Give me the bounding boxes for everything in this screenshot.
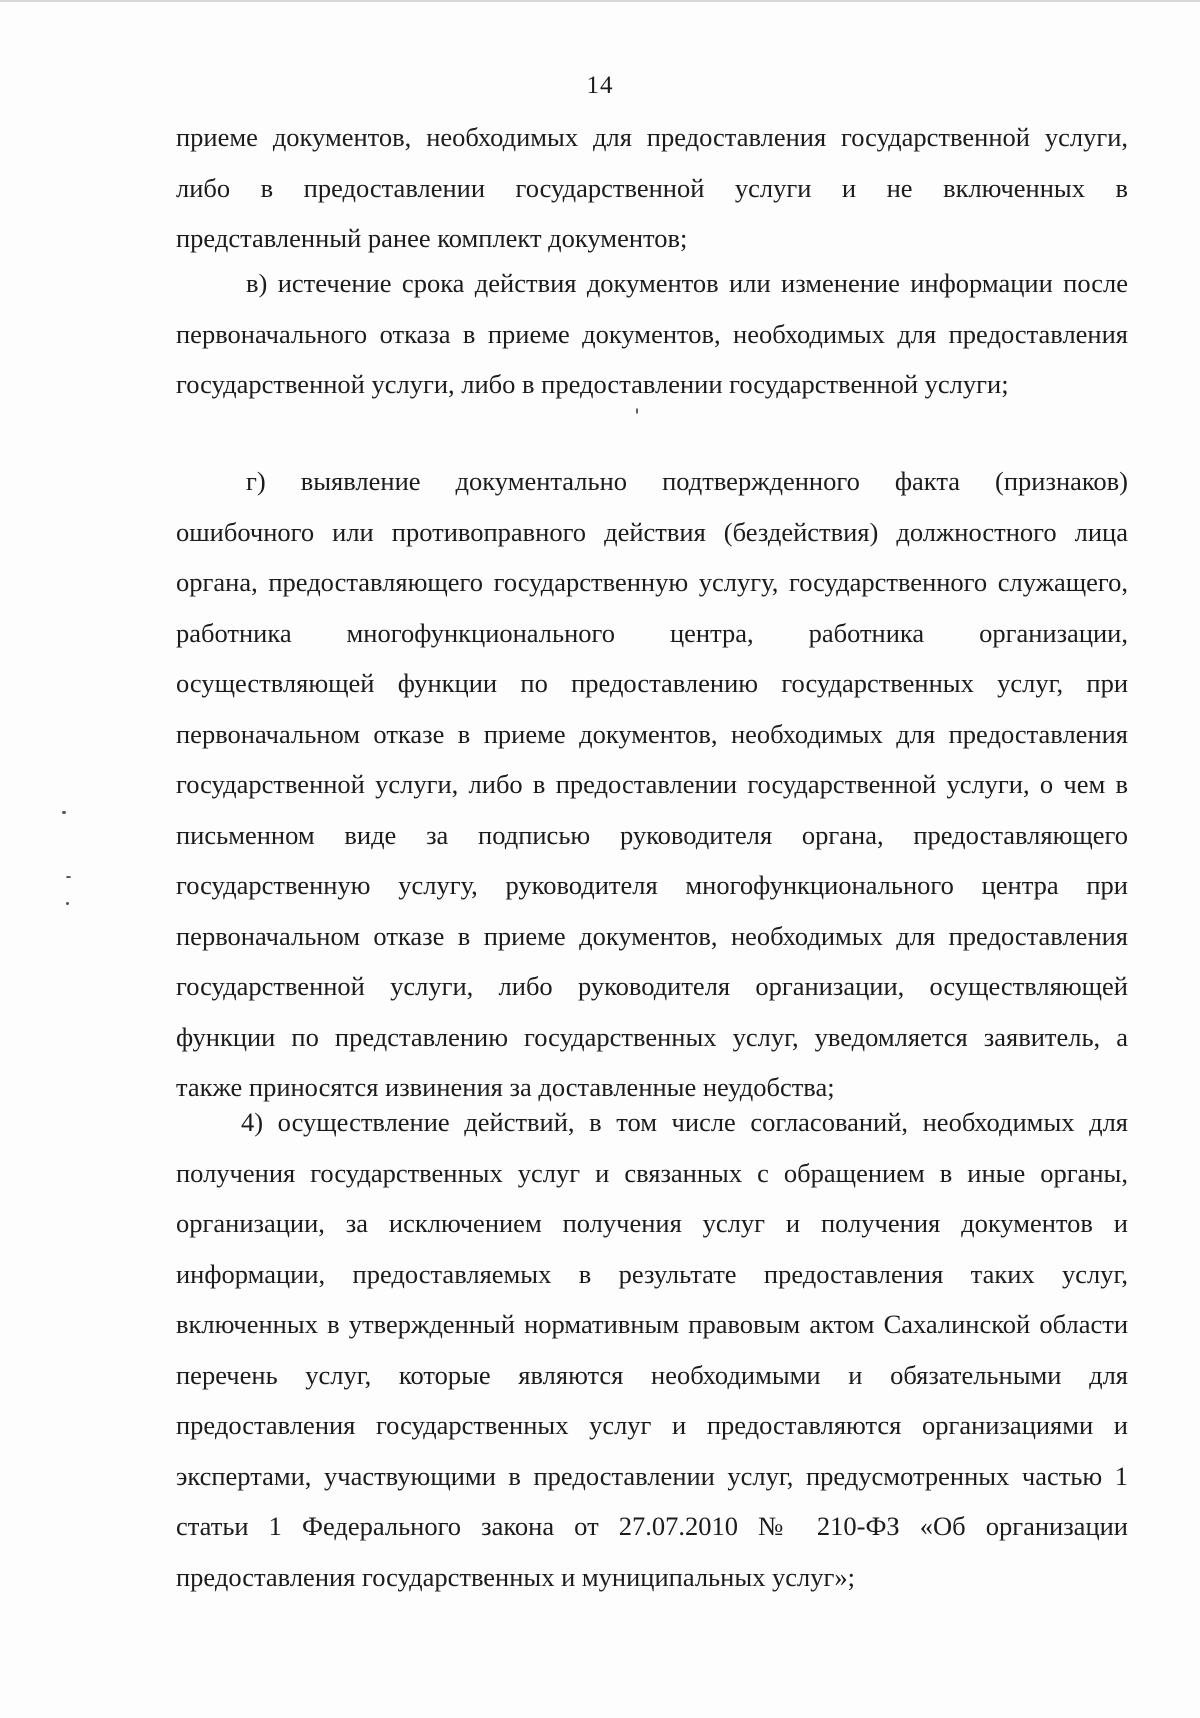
paragraph-item-v: в) истечение срока действия документов или изменение информации после первоначального отказа в приеме документов, необходимых для предоставления государственной услуги, либо в предоставлении государственной услуги; [176, 268, 1128, 399]
scan-speck [62, 811, 66, 814]
page-top-edge [0, 0, 1200, 2]
paragraph-item-4: 4) осуществление действий, в том числе согласований, необходимых для получения государственных услуг и связанных с обращением в иные органы, организации, за исключением получения услуг и получения документов и информации, предоставляемых в результате предоставления таких услуг, включенных в утвержденный нормативным правовым актом Сахалинской области перечень услуг, которые являются необходимыми и обязательными для предоставления государственных услуг и предоставляются организациями и экспертами, участвующими в предоставлении услуг, предусмотренных частью 1 статьи 1 Федерального закона от 27.07.2010 № 210-ФЗ «Об организации предоставления государственных и муниципальных услуг»; [176, 1107, 1128, 1592]
paragraph-item-g: г) выявление документально подтвержденного факта (признаков) ошибочного или противоправного действия (бездействия) должностного лица органа, предоставляющего государственную услугу, государственного служащего, работника многофункционального центра, работника организации, осуществляющей функции по предоставлению государственных услуг, при первоначальном отказе в приеме документов, необходимых для предоставления государственной услуги, либо в предоставлении государственной услуги, о чем в письменном виде за подписью руководителя органа, предоставляющего государственную услугу, руководителя многофункционального центра при первоначальном отказе в приеме документов, необходимых для предоставления государственной услуги, либо руководителя организации, осуществляющей функции по представлению государственных услуг, уведомляется заявитель, а также приносятся извинения за доставленные неудобства; [176, 466, 1128, 1102]
scan-speck [66, 902, 69, 905]
scan-speck [636, 408, 638, 414]
page-number: 14 [586, 72, 614, 99]
scan-speck [66, 876, 71, 878]
paragraph-continuation: приеме документов, необходимых для предоставления государственной услуги, либо в предоставлении государственной услуги и не включенных в представленный ранее комплект документов; [176, 122, 1128, 253]
